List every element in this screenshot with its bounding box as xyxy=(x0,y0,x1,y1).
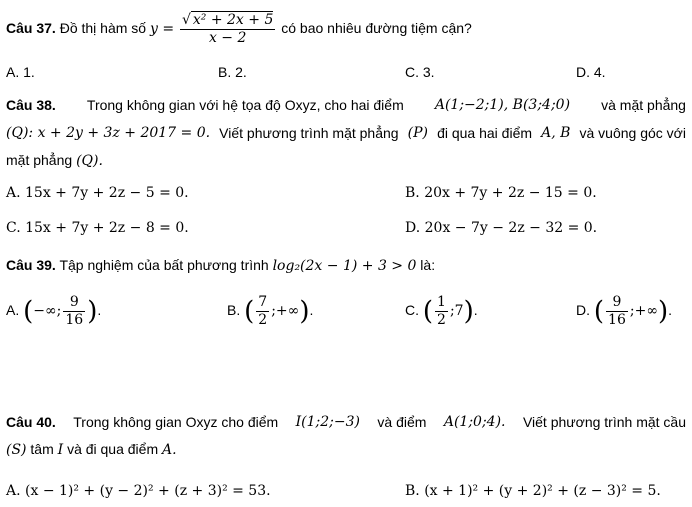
q39-b-den: 2 xyxy=(258,311,268,328)
q37-text: Đồ thị hàm số xyxy=(59,20,147,36)
q40-line2-text2: và đi qua điểm xyxy=(67,441,159,457)
q39-b-fraction xyxy=(256,294,269,329)
q37-numerator: √ x² + 2x + 5 xyxy=(181,11,274,28)
q39-d-num: 9 xyxy=(606,294,628,312)
q38-line1-end: và mặt phẳng xyxy=(601,97,686,113)
q37-stem xyxy=(6,10,472,46)
q37-fraction xyxy=(180,12,275,47)
q40-line1-end: Viết phương trình mặt cầu xyxy=(522,414,686,430)
q40-line2-text: tâm xyxy=(30,441,54,457)
q39-option-b[interactable] xyxy=(227,290,313,330)
q38-line3-q: (Q). xyxy=(76,153,103,169)
q38-line2-text2: đi qua hai điểm xyxy=(437,125,533,141)
q37-text-end: có bao nhiêu đường tiệm cận? xyxy=(281,20,472,36)
q40-line-1 xyxy=(6,413,686,431)
q39-a-num: 9 xyxy=(63,294,85,312)
q39-option-c[interactable] xyxy=(405,290,478,330)
q38-line-3 xyxy=(6,151,103,170)
q38-line3-text: mặt phẳng xyxy=(6,152,73,168)
q37-denominator: x − 2 xyxy=(208,29,247,46)
q39-c-fraction xyxy=(435,294,448,329)
q37-sqrt-arg: x² + 2x + 5 xyxy=(192,11,274,28)
q39-d-fraction xyxy=(606,294,628,329)
q39-b-after: . xyxy=(309,302,314,318)
q39-option-d[interactable] xyxy=(576,290,672,330)
q39-text: Tập nghiệm của bất phương trình xyxy=(59,257,269,273)
q38-ab: A, B xyxy=(541,125,571,141)
q39-d-right: ;+∞ xyxy=(629,303,658,319)
q40-point-i: I(1;2;−3) xyxy=(295,414,360,430)
q38-option-c[interactable]: C. 15x + 7y + 2z − 8 = 0. xyxy=(6,220,189,236)
q39-c-num: 1 xyxy=(437,293,446,310)
q39-b-open-paren: ( xyxy=(244,296,255,327)
q39-a-after: . xyxy=(97,302,102,318)
q40-sphere-s: (S) xyxy=(6,442,27,458)
q38-line-2 xyxy=(6,124,686,142)
q37-label: Câu 37. xyxy=(6,20,56,36)
q38-line-1 xyxy=(6,96,686,114)
q39-a-close-paren: ) xyxy=(87,296,98,327)
q38-label: Câu 38. xyxy=(6,97,56,113)
q40-line2-a: A. xyxy=(162,442,177,458)
q39-label: Câu 39. xyxy=(6,257,56,273)
q39-c-open-paren: ( xyxy=(422,296,434,327)
q39-b-close-paren: ) xyxy=(299,296,310,327)
q39-a-open-paren: ( xyxy=(23,296,34,327)
q39-b-right: ;+∞ xyxy=(271,303,300,319)
q40-option-b[interactable]: B. (x + 1)² + (y + 2)² + (z − 3)² = 5. xyxy=(405,483,661,499)
q39-stem xyxy=(6,256,435,275)
q39-d-open-paren: ( xyxy=(593,296,605,327)
q37-option-c[interactable]: C. 3. xyxy=(405,64,435,80)
q38-line2-end: và vuông góc với xyxy=(579,125,686,141)
q37-y-eq: y = xyxy=(149,21,175,37)
q38-points: A(1;−2;1), B(3;4;0) xyxy=(434,97,571,113)
q39-a-fraction xyxy=(63,294,85,329)
q40-point-a: A(1;0;4). xyxy=(443,414,506,430)
q40-line-2 xyxy=(6,440,177,459)
q37-option-a[interactable]: A. 1. xyxy=(6,64,35,80)
q39-option-b-letter: B. xyxy=(227,302,241,318)
q39-b-num: 7 xyxy=(258,293,268,310)
q38-plane-p: (P) xyxy=(407,125,428,141)
q39-a-den: 16 xyxy=(65,311,84,328)
q39-d-den: 16 xyxy=(608,311,626,328)
q39-a-left: −∞; xyxy=(33,303,62,319)
q39-inequality: log₂(2x − 1) + 3 > 0 xyxy=(272,258,417,274)
q38-option-d[interactable]: D. 20x − 7y − 2z − 32 = 0. xyxy=(405,220,598,236)
q40-label: Câu 40. xyxy=(6,414,56,430)
q38-line2-text: Viết phương trình mặt phẳng xyxy=(219,125,399,141)
q39-option-c-letter: C. xyxy=(405,302,419,318)
q37-option-d[interactable]: D. 4. xyxy=(576,64,606,80)
q39-c-after: . xyxy=(473,302,478,318)
q39-c-den: 2 xyxy=(437,311,446,328)
q40-option-a[interactable]: A. (x − 1)² + (y − 2)² + (z + 3)² = 53. xyxy=(6,483,271,499)
q39-option-d-letter: D. xyxy=(576,302,590,318)
q39-d-close-paren: ) xyxy=(657,296,669,327)
q37-option-b[interactable]: B. 2. xyxy=(218,64,247,80)
q38-option-a[interactable]: A. 15x + 7y + 2z − 5 = 0. xyxy=(6,185,189,201)
q39-option-a-letter: A. xyxy=(6,302,20,318)
q39-c-close-paren: ) xyxy=(463,296,474,327)
q39-d-after: . xyxy=(668,302,673,318)
q40-line1-text: Trong không gian Oxyz cho điểm xyxy=(73,414,279,430)
q40-line1-mid: và điểm xyxy=(377,414,427,430)
q39-option-a[interactable] xyxy=(6,290,101,330)
q38-option-b[interactable]: B. 20x + 7y + 2z − 15 = 0. xyxy=(405,185,597,201)
q38-line1-text: Trong không gian với hệ tọa độ Oxyz, cho hai điểm xyxy=(86,97,404,113)
q39-c-right: ;7 xyxy=(449,303,464,319)
q40-line2-i: I xyxy=(57,442,64,458)
q39-text-end: là: xyxy=(420,257,436,273)
q38-plane-q: (Q): x + 2y + 3z + 2017 = 0. xyxy=(6,125,211,141)
